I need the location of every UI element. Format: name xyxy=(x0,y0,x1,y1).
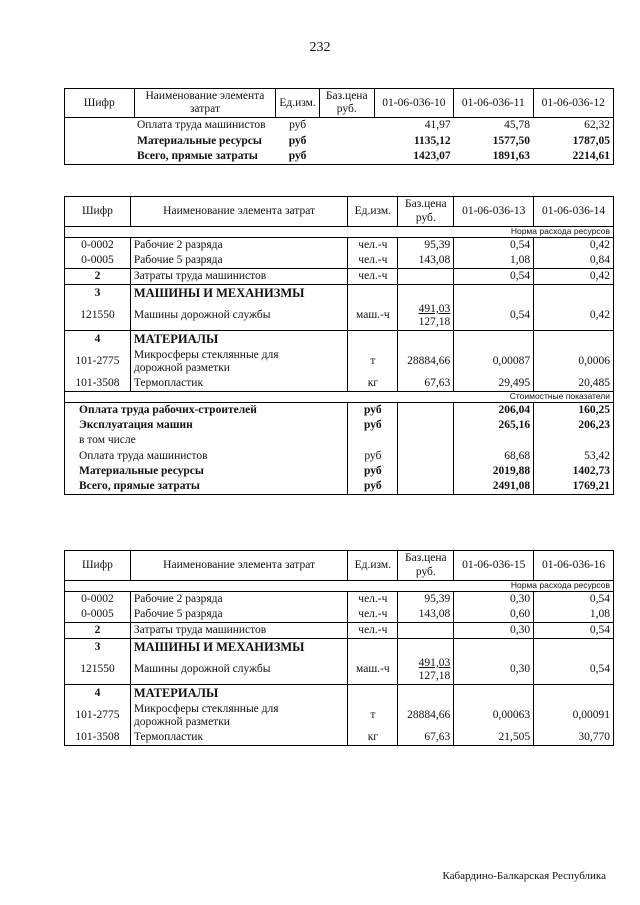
row-value: 29,495 xyxy=(454,376,534,392)
row-unit: руб xyxy=(288,134,307,147)
row-unit: руб xyxy=(348,418,398,433)
table-row xyxy=(65,591,614,607)
norm-subheader: Норма расхода ресурсов xyxy=(65,227,614,238)
row-value: 45,78 xyxy=(504,119,531,132)
row-code: 101-3508 xyxy=(65,730,131,746)
row-value: 1769,21 xyxy=(534,479,614,495)
table-header-row xyxy=(65,89,614,118)
header-code-col-3: 01-06-036-12 xyxy=(533,89,613,118)
table-row xyxy=(65,269,614,285)
row-unit: чел.-ч xyxy=(348,591,398,607)
row-name: Микросферы стеклянные для дорожной разметки xyxy=(130,348,347,376)
row-price: 67,63 xyxy=(398,730,454,746)
row-name: Материальные ресурсы xyxy=(137,134,262,147)
row-price: 143,08 xyxy=(398,607,454,623)
row-unit: чел.-ч xyxy=(348,623,398,639)
row-name: Термопластик xyxy=(130,730,347,746)
row-value: 2214,61 xyxy=(533,149,613,165)
row-price: 95,39 xyxy=(398,591,454,607)
row-code: 101-2775 xyxy=(65,702,131,730)
row-value: 1787,05 xyxy=(533,134,613,149)
row-value: 2019,88 xyxy=(454,464,534,479)
row-name: Термопластик xyxy=(130,376,347,392)
row-name: Материальные ресурсы xyxy=(65,464,348,479)
row-value: 21,505 xyxy=(454,730,534,746)
price-secondary: 127,18 xyxy=(418,316,451,329)
row-value: 0,42 xyxy=(534,302,614,331)
resource-table-2 xyxy=(64,196,614,495)
row-price: 95,39 xyxy=(398,237,454,253)
table-row xyxy=(65,118,614,134)
table-row xyxy=(65,702,614,730)
row-unit: маш.-ч xyxy=(348,302,398,331)
section-code: 4 xyxy=(65,685,131,702)
row-name: Рабочие 2 разряда xyxy=(130,237,347,253)
cost-row xyxy=(65,479,614,495)
row-value: 68,68 xyxy=(454,449,534,464)
price-main: 491,03 xyxy=(418,656,451,669)
cost-row xyxy=(65,449,614,464)
row-unit: руб xyxy=(348,449,398,464)
row-value: 1,08 xyxy=(534,607,614,623)
row-name: Машины дорожной службы xyxy=(130,302,347,331)
header-base-price: Баз.цена руб. xyxy=(398,551,454,581)
table-row xyxy=(65,376,614,392)
section-title: МАШИНЫ И МЕХАНИЗМЫ xyxy=(130,639,347,656)
row-price: 143,08 xyxy=(398,253,454,269)
section-row xyxy=(65,331,614,348)
row-value: 206,04 xyxy=(454,403,534,419)
row-name: Оплата труда машинистов xyxy=(137,119,266,132)
cost-row xyxy=(65,433,614,448)
row-value: 0,42 xyxy=(534,237,614,253)
row-value: 0,54 xyxy=(534,656,614,685)
table-row xyxy=(65,253,614,269)
row-value: 1577,50 xyxy=(492,134,531,147)
section-title: МАШИНЫ И МЕХАНИЗМЫ xyxy=(130,285,347,302)
row-value: 0,54 xyxy=(534,623,614,639)
section-title: МАТЕРИАЛЫ xyxy=(130,331,347,348)
row-code: 0-0002 xyxy=(65,591,131,607)
row-unit: т xyxy=(348,348,398,376)
row-value: 1402,73 xyxy=(534,464,614,479)
row-code: 101-3508 xyxy=(65,376,131,392)
section-row xyxy=(65,685,614,702)
row-name: Рабочие 5 разряда xyxy=(130,607,347,623)
table-row xyxy=(65,348,614,376)
header-name: Наименование элемента затрат xyxy=(130,197,347,227)
row-price: 28884,66 xyxy=(398,348,454,376)
row-unit: т xyxy=(348,702,398,730)
page-footer: Кабардино-Балкарская Республика xyxy=(442,870,606,882)
table-row xyxy=(65,607,614,623)
row-value: 0,54 xyxy=(454,302,534,331)
header-code-col-2: 01-06-036-16 xyxy=(534,551,614,581)
header-code: Шифр xyxy=(65,89,135,118)
row-value: 0,84 xyxy=(534,253,614,269)
cost-row xyxy=(65,418,614,433)
row-code: 0-0002 xyxy=(65,237,131,253)
row-value: 0,00063 xyxy=(454,702,534,730)
row-value: 41,97 xyxy=(424,119,451,132)
summary-table-1 xyxy=(64,88,614,165)
section-code: 4 xyxy=(65,331,131,348)
row-name: Эксплуатация машин xyxy=(65,418,348,433)
header-code: Шифр xyxy=(65,551,131,581)
row-value: 0,42 xyxy=(534,269,614,285)
table-row xyxy=(65,237,614,253)
row-code: 2 xyxy=(65,623,131,639)
table-row xyxy=(65,656,614,685)
row-name: Машины дорожной службы xyxy=(130,656,347,685)
cost-row xyxy=(65,403,614,419)
row-unit: руб xyxy=(289,119,307,132)
table-row xyxy=(65,302,614,331)
header-unit: Ед.изм. xyxy=(348,551,398,581)
row-name: Затраты труда машинистов xyxy=(130,269,347,285)
header-code: Шифр xyxy=(65,197,131,227)
row-code: 0-0005 xyxy=(65,607,131,623)
row-unit: чел.-ч xyxy=(348,269,398,285)
row-code: 121550 xyxy=(65,656,131,685)
section-code: 3 xyxy=(65,285,131,302)
header-base-price: Баз.цена руб. xyxy=(398,197,454,227)
row-name: Всего, прямые затраты xyxy=(65,479,348,495)
row-unit: руб xyxy=(348,464,398,479)
price-secondary: 127,18 xyxy=(418,670,451,683)
row-value: 0,54 xyxy=(454,237,534,253)
row-name: Оплата труда машинистов xyxy=(65,449,348,464)
row-value: 0,60 xyxy=(454,607,534,623)
header-code-col-1: 01-06-036-15 xyxy=(454,551,534,581)
row-unit: маш.-ч xyxy=(348,656,398,685)
row-value: 160,25 xyxy=(534,403,614,419)
row-value: 0,30 xyxy=(454,656,534,685)
header-code-col-1: 01-06-036-10 xyxy=(374,89,453,118)
row-name: Рабочие 5 разряда xyxy=(130,253,347,269)
row-value: 0,54 xyxy=(454,269,534,285)
row-unit: руб xyxy=(288,149,307,162)
section-row xyxy=(65,285,614,302)
row-name: Рабочие 2 разряда xyxy=(130,591,347,607)
row-value: 1891,63 xyxy=(492,149,531,162)
norm-subheader: Норма расхода ресурсов xyxy=(65,581,614,592)
header-base-price: Баз.цена руб. xyxy=(319,89,374,118)
row-value: 0,30 xyxy=(454,623,534,639)
row-name: Затраты труда машинистов xyxy=(130,623,347,639)
row-unit: чел.-ч xyxy=(348,237,398,253)
row-unit: руб xyxy=(348,479,398,495)
table-row xyxy=(65,149,614,165)
row-name: Оплата труда рабочих-строителей xyxy=(65,403,348,419)
section-title: МАТЕРИАЛЫ xyxy=(130,685,347,702)
header-code-col-2: 01-06-036-11 xyxy=(454,89,533,118)
row-price: 28884,66 xyxy=(398,702,454,730)
table-header-row xyxy=(65,197,614,227)
row-value: 265,16 xyxy=(454,418,534,433)
table-row xyxy=(65,730,614,746)
row-name: Всего, прямые затраты xyxy=(137,149,258,162)
section-row xyxy=(65,639,614,656)
row-code: 101-2775 xyxy=(65,348,131,376)
row-unit: чел.-ч xyxy=(348,253,398,269)
row-unit: кг xyxy=(348,730,398,746)
section-code: 3 xyxy=(65,639,131,656)
table-row xyxy=(65,623,614,639)
row-value: 20,485 xyxy=(534,376,614,392)
row-value: 53,42 xyxy=(534,449,614,464)
row-value: 0,54 xyxy=(534,591,614,607)
row-price xyxy=(398,656,454,685)
header-name: Наименование элемента затрат xyxy=(130,551,347,581)
price-main: 491,03 xyxy=(418,302,451,315)
row-value: 1423,07 xyxy=(413,149,451,162)
row-value: 206,23 xyxy=(534,418,614,433)
cost-row xyxy=(65,464,614,479)
table-row xyxy=(65,134,614,149)
header-unit: Ед.изм. xyxy=(276,89,319,118)
row-code: 121550 xyxy=(65,302,131,331)
header-code-col-2: 01-06-036-14 xyxy=(534,197,614,227)
row-value: 0,30 xyxy=(454,591,534,607)
header-code-col-1: 01-06-036-13 xyxy=(454,197,534,227)
page-number: 232 xyxy=(309,40,331,55)
header-name: Наименование элемента затрат xyxy=(134,89,276,118)
row-value: 1135,12 xyxy=(413,134,451,147)
row-value: 0,00087 xyxy=(454,348,534,376)
row-value: 0,0006 xyxy=(534,348,614,376)
resource-table-3 xyxy=(64,550,614,746)
table-header-row xyxy=(65,551,614,581)
row-code: 2 xyxy=(65,269,131,285)
header-unit: Ед.изм. xyxy=(348,197,398,227)
row-unit: кг xyxy=(348,376,398,392)
row-value: 30,770 xyxy=(534,730,614,746)
row-name: в том числе xyxy=(65,433,348,448)
row-unit: руб xyxy=(348,403,398,419)
row-value: 1,08 xyxy=(454,253,534,269)
row-value: 2491,08 xyxy=(454,479,534,495)
row-price xyxy=(398,302,454,331)
row-unit: чел.-ч xyxy=(348,607,398,623)
row-price: 67,63 xyxy=(398,376,454,392)
row-value: 62,32 xyxy=(533,118,613,134)
row-code: 0-0005 xyxy=(65,253,131,269)
row-name: Микросферы стеклянные для дорожной разметки xyxy=(130,702,347,730)
cost-subheader: Стоимостные показатели xyxy=(65,392,614,403)
row-value: 0,00091 xyxy=(534,702,614,730)
